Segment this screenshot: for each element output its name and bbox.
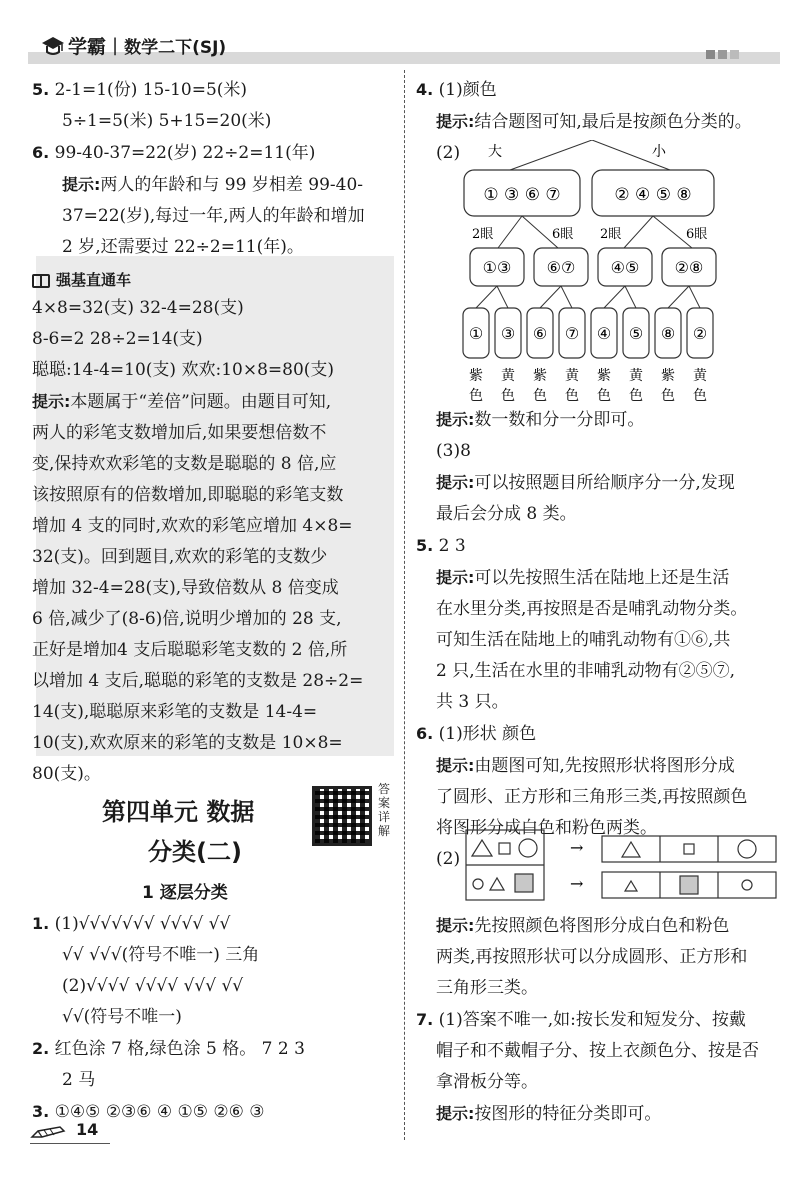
- leaf-color-label: 紫: [469, 368, 483, 384]
- answer-4-part2: (2): [436, 143, 461, 163]
- extra-hint-7: 增加 32-4=28(支),导致倍数从 8 倍变成: [32, 578, 339, 598]
- classification-tree: [440, 140, 740, 408]
- answer-6-hint: 提示:两人的年龄和与 99 岁相差 99-40-: [62, 175, 364, 195]
- mid-box-1: ①③: [482, 258, 512, 277]
- triangle-icon: [622, 842, 640, 857]
- answer-6r-hint-6: 三角形三类。: [436, 978, 538, 998]
- lesson-answers: [32, 908, 398, 1128]
- mid-box-2: ⑥⑦: [546, 258, 576, 277]
- pink-square-icon: [515, 874, 533, 892]
- leaf-number: ⑧: [660, 324, 676, 343]
- header-decor: [706, 50, 739, 59]
- brand-logo: [40, 32, 226, 59]
- answer-4-hint-3b: 最后会分成 8 类。: [436, 504, 577, 524]
- leaf-color-label: 紫: [533, 368, 547, 384]
- tree-branch: [476, 286, 497, 308]
- answer-6r-hint: 提示:由题图可知,先按照形状将图形分成: [436, 756, 735, 776]
- pink-circle-icon: [473, 879, 483, 889]
- leaf-number: ⑤: [628, 324, 644, 343]
- answer-5r-hint-3: 可知生活在陆地上的哺乳动物有①⑥,共: [436, 630, 731, 650]
- pink-triangle-icon: [490, 878, 504, 890]
- mid-box-4: ②⑧: [674, 258, 704, 277]
- answer-6r-part2: (2): [436, 849, 461, 869]
- answer-1-line4: √√(符号不唯一): [62, 1007, 182, 1027]
- answer-4-part3: (3)8: [436, 441, 471, 461]
- leaf-color-label: 色: [629, 388, 643, 404]
- label-6eye-a: 6眼: [552, 227, 574, 242]
- pencil-icon: [30, 1125, 68, 1139]
- answer-1-line1: 1. (1)√√√√√√√ √√√√ √√: [32, 914, 231, 934]
- circle-icon: [738, 840, 756, 858]
- shape-classification: [462, 828, 780, 904]
- answer-4-line1: 4. (1)颜色: [416, 80, 497, 100]
- section-heading: 强基直通车: [32, 265, 398, 293]
- leaf-color-label: 色: [597, 388, 611, 404]
- unit-title-line2: 分类(二): [148, 838, 242, 866]
- footer-rule: [30, 1143, 110, 1144]
- qr-label: 答案详解: [378, 782, 391, 838]
- leaf-color-label: 色: [469, 388, 483, 404]
- brand-name: 学霸: [68, 36, 107, 58]
- unit-title-line1: 第四单元 数据: [102, 798, 255, 826]
- extra-line-1: 4×8=32(支) 32-4=28(支): [32, 298, 244, 318]
- leaf-color-label: 紫: [597, 368, 611, 384]
- small-circle-icon: [742, 880, 752, 890]
- answer-2-line2: 2 马: [62, 1070, 96, 1090]
- extra-hint-2: 两人的彩笔支数增加后,如果要想倍数不: [32, 423, 327, 443]
- right-column-bottom: [416, 910, 776, 1130]
- leaf-color-label: 黄: [565, 368, 579, 384]
- arrow-1: →: [570, 838, 584, 857]
- extra-hint-11: 14(支),聪聪原来彩笔的支数是 14-4=: [32, 702, 318, 722]
- shaded-square-icon: [680, 876, 698, 894]
- leaf-number: ③: [500, 324, 516, 343]
- leaf-number: ④: [596, 324, 612, 343]
- extra-line-3: 聪聪:14-4=10(支) 欢欢:10×8=80(支): [32, 360, 335, 380]
- answer-1-line2: √√ √√√(符号不唯一) 三角: [62, 945, 260, 965]
- answer-6-line1: 6. 99-40-37=22(岁) 22÷2=11(年): [32, 143, 316, 163]
- qr-code[interactable]: [312, 786, 372, 846]
- leaf-color-label: 黄: [501, 368, 515, 384]
- answer-4-hint-2: 提示:数一数和分一分即可。: [436, 410, 645, 430]
- extra-hint-5: 增加 4 支的同时,欢欢的彩笔应增加 4×8=: [32, 516, 353, 536]
- tree-top-right-label: 小: [652, 144, 666, 160]
- answer-5r-hint-4: 2 只,生活在水里的非哺乳动物有②⑤⑦,: [436, 661, 736, 681]
- answer-7-hint: 提示:按图形的特征分类即可。: [436, 1104, 662, 1124]
- tree-branch: [497, 286, 508, 308]
- answer-5r-hint-2: 在水里分类,再按照是否是哺乳动物分类。: [436, 599, 748, 619]
- tree-branch: [689, 286, 700, 308]
- lesson-title: 1 逐层分类: [142, 883, 228, 903]
- header-separator: |: [112, 35, 119, 56]
- leaf-color-label: 黄: [693, 368, 707, 384]
- extra-hint-6: 32(支)。回到题目,欢欢的彩笔的支数少: [32, 547, 328, 567]
- answer-6r-line1: 6. (1)形状 颜色: [416, 724, 537, 744]
- page-number: 14: [76, 1120, 99, 1139]
- leaf-number: ⑦: [564, 324, 580, 343]
- book-title: 数学二下(SJ): [124, 38, 227, 58]
- book-icon: [32, 274, 50, 288]
- leaf-color-label: 色: [533, 388, 547, 404]
- extra-hint: 提示:本题属于“差倍”问题。由题目可知,: [32, 392, 332, 412]
- answer-7-line2: 帽子和不戴帽子分、按上衣颜色分、按是否: [436, 1041, 759, 1061]
- answer-4-hint-3: 提示:可以按照题目所给顺序分一分,发现: [436, 473, 735, 493]
- answer-6r-hint-5: 两类,再按照形状可以分成圆形、正方形和: [436, 947, 748, 967]
- extra-hint-8: 6 倍,减少了(8-6)倍,说明少增加的 28 支,: [32, 609, 342, 629]
- small-triangle-icon: [625, 881, 637, 891]
- tree-branch: [625, 286, 636, 308]
- label-2eye-a: 2眼: [472, 227, 494, 242]
- tree-branch: [668, 286, 689, 308]
- answer-6-hint-3: 2 岁,还需要过 22÷2=11(年)。: [62, 237, 304, 257]
- leaf-color-label: 色: [661, 388, 675, 404]
- group-small-items: ② ④ ⑤ ⑧: [614, 185, 692, 205]
- answer-1-line3: (2)√√√√ √√√√ √√√ √√: [62, 976, 244, 996]
- extra-hint-12: 10(支),欢欢原来的彩笔的支数是 10×8=: [32, 733, 343, 753]
- answer-6-hint-2: 37=22(岁),每过一年,两人的年龄和增加: [62, 206, 365, 226]
- tree-top-left-label: 大: [488, 144, 502, 160]
- answer-5-line2: 5÷1=5(米) 5+15=20(米): [62, 111, 272, 131]
- answer-6r-hint-2: 了圆形、正方形和三角形三类,再按照颜色: [436, 787, 748, 807]
- arrow-2: →: [570, 874, 584, 893]
- answer-7-line3: 拿滑板分等。: [436, 1072, 538, 1092]
- left-column: [32, 74, 398, 790]
- extra-hint-4: 该按照原有的倍数增加,即聪聪的彩笔支数: [32, 485, 344, 505]
- page-header: [0, 0, 800, 66]
- answer-2-line1: 2. 红色涂 7 格,绿色涂 5 格。 7 2 3: [32, 1039, 305, 1059]
- extra-line-2: 8-6=2 28÷2=14(支): [32, 329, 203, 349]
- tree-branch: [561, 286, 572, 308]
- extra-hint-10: 以增加 4 支后,聪聪的彩笔的支数是 28÷2=: [32, 671, 364, 691]
- leaf-number: ⑥: [532, 324, 548, 343]
- answer-6r-hint-3: 将图形分成白色和粉色两类。: [436, 818, 657, 838]
- answer-4-hint: 提示:结合题图可知,最后是按颜色分类的。: [436, 112, 752, 132]
- right-column-lower: [416, 404, 776, 875]
- leaf-color-label: 色: [693, 388, 707, 404]
- mid-box-3: ④⑤: [610, 258, 640, 277]
- answer-5-line1: 5. 2-1=1(份) 15-10=5(米): [32, 80, 248, 100]
- answer-7-line1: 7. (1)答案不唯一,如:按长发和短发分、按戴: [416, 1010, 746, 1030]
- extra-hint-3: 变,保持欢欢彩笔的支数是聪聪的 8 倍,应: [32, 454, 337, 474]
- label-6eye-b: 6眼: [686, 227, 708, 242]
- white-triangle-icon: [472, 840, 492, 856]
- white-square-icon: [499, 843, 510, 854]
- white-circle-icon: [519, 839, 537, 857]
- tree-branch: [540, 286, 561, 308]
- group-big-items: ① ③ ⑥ ⑦: [483, 185, 561, 205]
- answer-5r-hint: 提示:可以先按照生活在陆地上还是生活: [436, 568, 730, 588]
- extra-hint-13: 80(支)。: [32, 764, 101, 784]
- extra-hint-9: 正好是增加4 支后聪聪彩笔支数的 2 倍,所: [32, 640, 348, 660]
- leaf-color-label: 黄: [629, 368, 643, 384]
- label-2eye-b: 2眼: [600, 227, 622, 242]
- answer-6r-hint-4: 提示:先按照颜色将图形分成白色和粉色: [436, 916, 730, 936]
- page-footer: [30, 1120, 98, 1139]
- graduation-cap-icon: [40, 35, 66, 57]
- answer-5r-line1: 5. 2 3: [416, 536, 466, 556]
- answer-5r-hint-5: 共 3 只。: [436, 692, 509, 712]
- leaf-color-label: 色: [565, 388, 579, 404]
- leaf-number: ②: [692, 324, 708, 343]
- leaf-number: ①: [468, 324, 484, 343]
- leaf-color-label: 紫: [661, 368, 675, 384]
- square-icon: [684, 844, 694, 854]
- column-divider: [404, 70, 405, 1140]
- answer-3-line1: 3. ①④⑤ ②③⑥ ④ ①⑤ ②⑥ ③: [32, 1102, 265, 1122]
- tree-branch: [604, 286, 625, 308]
- leaf-color-label: 色: [501, 388, 515, 404]
